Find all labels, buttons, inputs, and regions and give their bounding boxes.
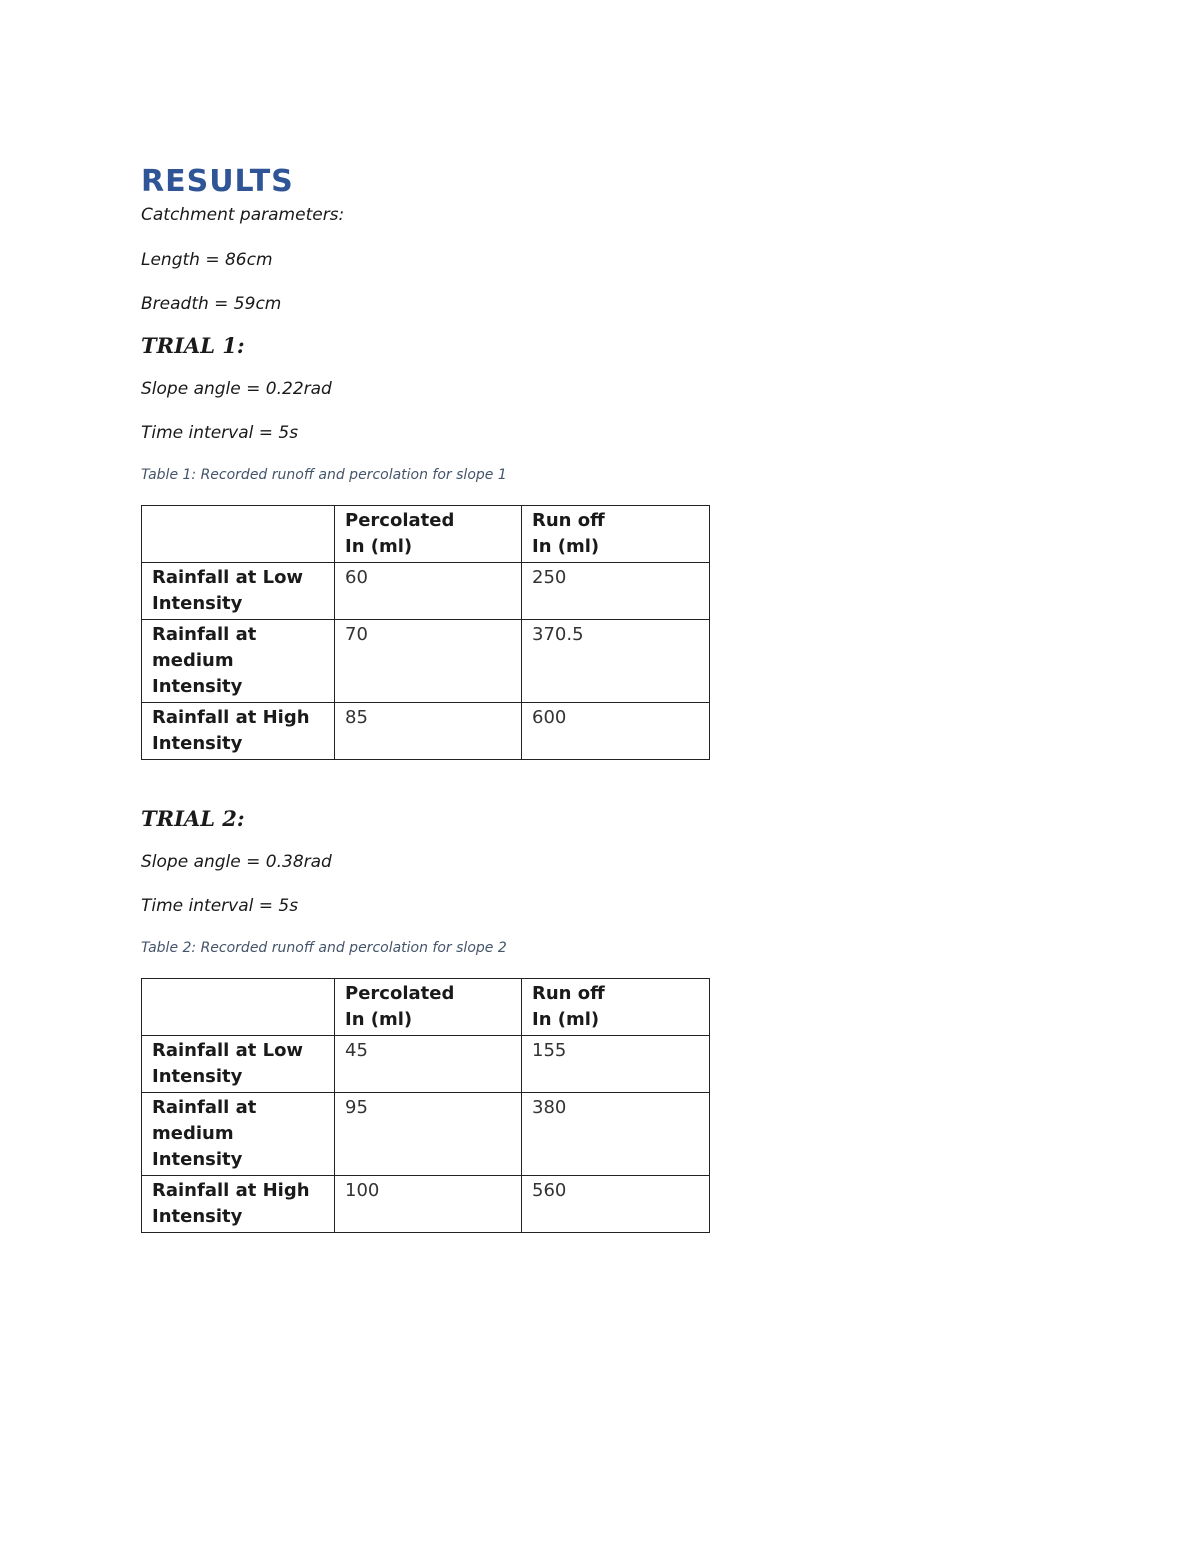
runoff-value: 155 bbox=[522, 1036, 710, 1093]
runoff-value: 380 bbox=[522, 1093, 710, 1176]
row-label: Rainfall at Low Intensity bbox=[142, 563, 335, 620]
catchment-breadth: Breadth = 59cm bbox=[141, 294, 282, 314]
trial-2-heading: TRIAL 2: bbox=[141, 806, 245, 831]
column-header-unit: In (ml) bbox=[345, 1009, 413, 1030]
column-header-percolated bbox=[335, 506, 522, 563]
column-header-percolated bbox=[335, 979, 522, 1036]
table-cell-empty bbox=[142, 979, 335, 1036]
percolated-value: 45 bbox=[335, 1036, 522, 1093]
table-row bbox=[142, 1093, 710, 1176]
catchment-length: Length = 86cm bbox=[141, 250, 273, 270]
trial-2-slope: Slope angle = 0.38rad bbox=[141, 852, 332, 872]
document-page bbox=[141, 160, 1041, 1233]
column-header-unit: In (ml) bbox=[532, 536, 600, 557]
table-row bbox=[142, 563, 710, 620]
percolated-value: 70 bbox=[335, 620, 522, 703]
table-1-caption: Table 1: Recorded runoff and percolation for slope 1 bbox=[141, 467, 507, 483]
column-header-unit: In (ml) bbox=[345, 536, 413, 557]
table-row bbox=[142, 1176, 710, 1233]
column-header-line: Percolated bbox=[345, 510, 455, 531]
table-row bbox=[142, 1036, 710, 1093]
percolated-value: 85 bbox=[335, 703, 522, 760]
column-header-line: Percolated bbox=[345, 983, 455, 1004]
table-cell-empty bbox=[142, 506, 335, 563]
trial-1-interval: Time interval = 5s bbox=[141, 423, 299, 443]
column-header-runoff bbox=[522, 506, 710, 563]
runoff-value: 560 bbox=[522, 1176, 710, 1233]
catchment-label: Catchment parameters: bbox=[141, 205, 345, 225]
row-label: Rainfall at medium Intensity bbox=[142, 1093, 335, 1176]
trial-1-slope: Slope angle = 0.22rad bbox=[141, 379, 332, 399]
percolated-value: 95 bbox=[335, 1093, 522, 1176]
trial-1-heading: TRIAL 1: bbox=[141, 333, 245, 358]
row-label: Rainfall at High Intensity bbox=[142, 703, 335, 760]
table-row bbox=[142, 506, 710, 563]
percolated-value: 100 bbox=[335, 1176, 522, 1233]
table-1 bbox=[141, 505, 710, 760]
runoff-value: 370.5 bbox=[522, 620, 710, 703]
table-row bbox=[142, 703, 710, 760]
column-header-line: Run off bbox=[532, 983, 605, 1004]
runoff-value: 600 bbox=[522, 703, 710, 760]
table-row bbox=[142, 979, 710, 1036]
table-2-caption: Table 2: Recorded runoff and percolation for slope 2 bbox=[141, 940, 507, 956]
runoff-value: 250 bbox=[522, 563, 710, 620]
column-header-line: Run off bbox=[532, 510, 605, 531]
row-label: Rainfall at Low Intensity bbox=[142, 1036, 335, 1093]
table-row bbox=[142, 620, 710, 703]
table-2 bbox=[141, 978, 710, 1233]
results-heading: RESULTS bbox=[141, 164, 294, 199]
trial-2-interval: Time interval = 5s bbox=[141, 896, 299, 916]
row-label: Rainfall at High Intensity bbox=[142, 1176, 335, 1233]
column-header-runoff bbox=[522, 979, 710, 1036]
percolated-value: 60 bbox=[335, 563, 522, 620]
row-label: Rainfall at medium Intensity bbox=[142, 620, 335, 703]
column-header-unit: In (ml) bbox=[532, 1009, 600, 1030]
